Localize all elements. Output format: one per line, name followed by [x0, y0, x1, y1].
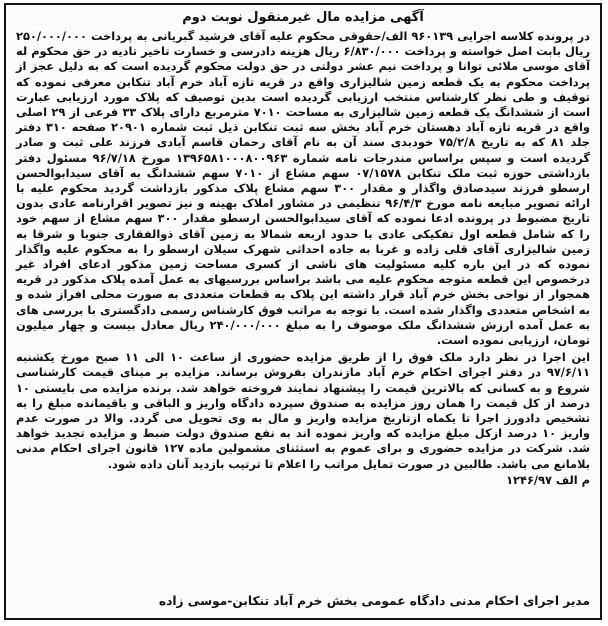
notice-body [16, 29, 590, 488]
notice-paragraph-1: در پرونده کلاسه اجرایی ۹۶۰۱۳۹ الف/حقوقی محکوم علیه آقای فرشید گبریانی به پرداخت ۲۵۰/۰۰۰/۰۰۰ ریال بابت اصل خواسته و پرداخت ۶/۸۳۰/۰۰۰ ریال هزینه دادرسی و خسارت تاخیر تادیه در حق محکوم له آقای موسی ملائی توانا و پرداخت نیم عشر دولتی در حق دولت محکوم گردیده است که به دلیل عجز از پرداخت محکوم به یک قطعه زمین شالیزاری واقع در قریه تازه آباد خرم آباد تنکابن معرفی نموده که توقیف و طی نظر کارشناس منتخب ارزیابی گردیده است بدین توصیف که پلاک مورد ارزیابی عبارت است از ششدانگ یک قطعه زمین شالیزاری به مساحت ۷۰۱۰ مترمربع دارای پلاک ۳۳ فرعی از ۲۹ اصلی واقع در قریه تازه آباد دهستان خرم آباد بخش سه ثبت تنکابن ذیل ثبت شماره ۲۰۹۰۱ صفحه ۳۱۰ دفتر جلد ۸۱ که به تاریخ ۷۵/۲/۸ خودبدی سند آن به نام آقای رحمان قاسم آبادی فرزند علی ثبت و صادر گردیده است و سپس براساس مندرجات نامه شماره ۱۳۹۶۵۸۱۰۰۰۸۰۰۹۶۳ مورخ ۹۶/۷/۱۸ مسئول دفتر بازداشتی حوزه ثبت ملک تنکابن ۰۷/۱۵۷۸ سهم مشاع از ۷۰۱۰ سهم ششدانگ به آقای سیدابوالحسن ارسطو فرزند سیدصادق واگذار و مقدار ۳۰۰ سهم مشاع پلاک مذکور بازداشت گردید محکوم علیه با ارائه تصویر مبایعه نامه مورخ ۹۶/۴/۳ تنظیمی در مشاور املاک بهینه و نیز تصویر اقرارنامه عادی بدون تاریخ مضبوط در پرونده ادعا نموده که آقای سیدابوالحسن ارسطو مقدار ۳۰۰ سهم مشاع از سهم خود را که شامل قطعه اول تفکیکی عادی با حدود اربعه شمالا به زمین آقای ذوالفقاری جنوبا و شرقا به زمین شالیزاری آقای قلی زاده و غربا به جاده احداثی شهرک سیلان ارسطو را به محکوم علیه واگذار نموده که در این باره کلیه مسئولیت های ناشی از کسری مساحت زمین مذکور ادعای افراد غیر درخصوص این قطعه متوجه محکوم علیه می باشد براساس بررسیهای به عمل آمده پلاک مذکور در قریه همجوار از نواحی بخش خرم آباد قرار داشته این پلاک به قطعات متعددی به صورت محلی افراز شده و به اشخاص متعددی واگذار شده است. با توجه به مراتب فوق کارشناس رسمی دادگستری با بررسی های به عمل آمده ارزش ششدانگ ملک موصوف را به مبلغ ۲۴۰/۰۰۰/۰۰۰ ریال معادل بیست و چهار میلیون تومان، ارزیابی نموده است. [16, 29, 591, 348]
notice-title: آگهی مزایده مال غیرمنقول نوبت دوم [182, 10, 424, 25]
notice-reference-number: م الف ۱۲۴۶/۹۷ [506, 472, 590, 487]
notice-paragraph-2: این اجرا در نظر دارد ملک فوق را از طریق مزایده حضوری از ساعت ۱۰ الی ۱۱ صبح مورخ یکشنبه ۹۷/۶/۱۱ در دفتر اجرای احکام خرم آباد مازندران بفروش برساند. مزایده بر مبنای قیمت کارشناسی شروع و به کسانی که بالاترین قیمت را پیشنهاد نمایند فروخته خواهد شد. برنده مزایده می بایستی ۱۰ درصد از کل قیمت را همان روز مزایده به صندوق سپرده دادگاه واریز و الباقی و باقیمانده مبلغ را به تشخیص دادورز اجرا تا یکماه ازتاریخ مزایده واریز و مال به وی تحویل می گردد. والا در صورت عدم واریز ۱۰ درصد ازکل مبلغ مزایده که واریز نموده اند به نفع صندوق دولت ضبط و مزایده تجدید خواهد شد. شرکت در مزایده حضوری و برای عموم به استثنای مشمولین ماده ۱۲۷ قانون اجرای احکام مدنی بلامانع می باشد. طالبین در صورت تمایل مراتب را اعلام تا ترتیب بازدید آنان داده شود. [16, 350, 591, 471]
legal-notice [4, 3, 602, 620]
notice-signature: مدیر اجرای احکام مدنی دادگاه عمومی بخش خرم آباد تنکابن-موسی زاده [158, 594, 590, 608]
